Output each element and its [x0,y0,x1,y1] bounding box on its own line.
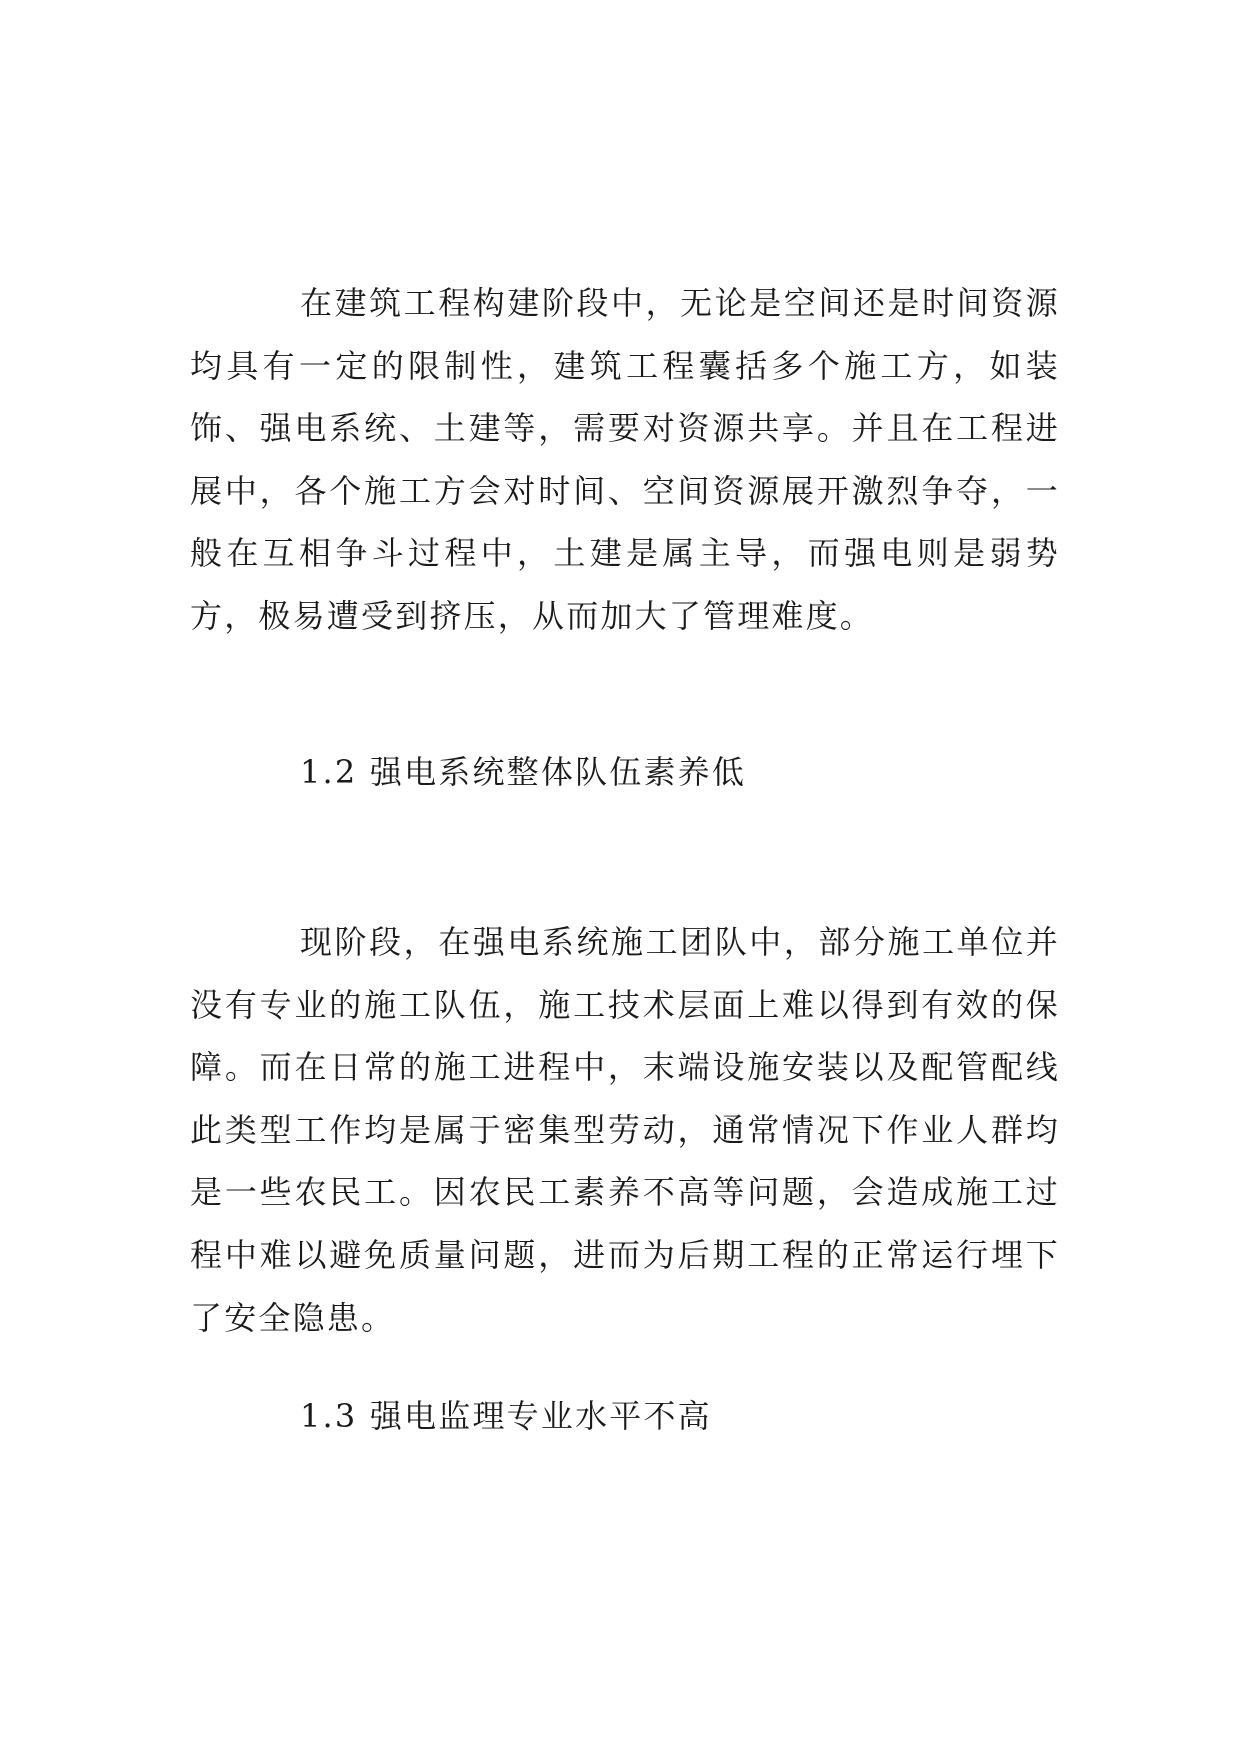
body-paragraph-resource-limits: 在建筑工程构建阶段中，无论是空间还是时间资源均具有一定的限制性，建筑工程囊括多个施工方，如装饰、强电系统、土建等，需要对资源共享。并且在工程进展中，各个施工方会对时间、空间资源展开激烈争夺，一般在互相争斗过程中，土建是属主导，而强电则是弱势方，极易遭受到挤压，从而加大了管理难度。 [190,284,1060,635]
section-heading-1-2: 1.2 强电系统整体队伍素养低 [300,753,747,791]
body-paragraph-team-quality: 现阶段，在强电系统施工团队中，部分施工单位并没有专业的施工队伍，施工技术层面上难以得到有效的保障。而在日常的施工进程中，末端设施安装以及配管配线此类型工作均是属于密集型劳动，通常情况下作业人群均是一些农民工。因农民工素养不高等问题，会造成施工过程中难以避免质量问题，进而为后期工程的正常运行埋下了安全隐患。 [190,923,1060,1337]
section-heading-1-3: 1.3 强电监理专业水平不高 [300,1397,712,1435]
